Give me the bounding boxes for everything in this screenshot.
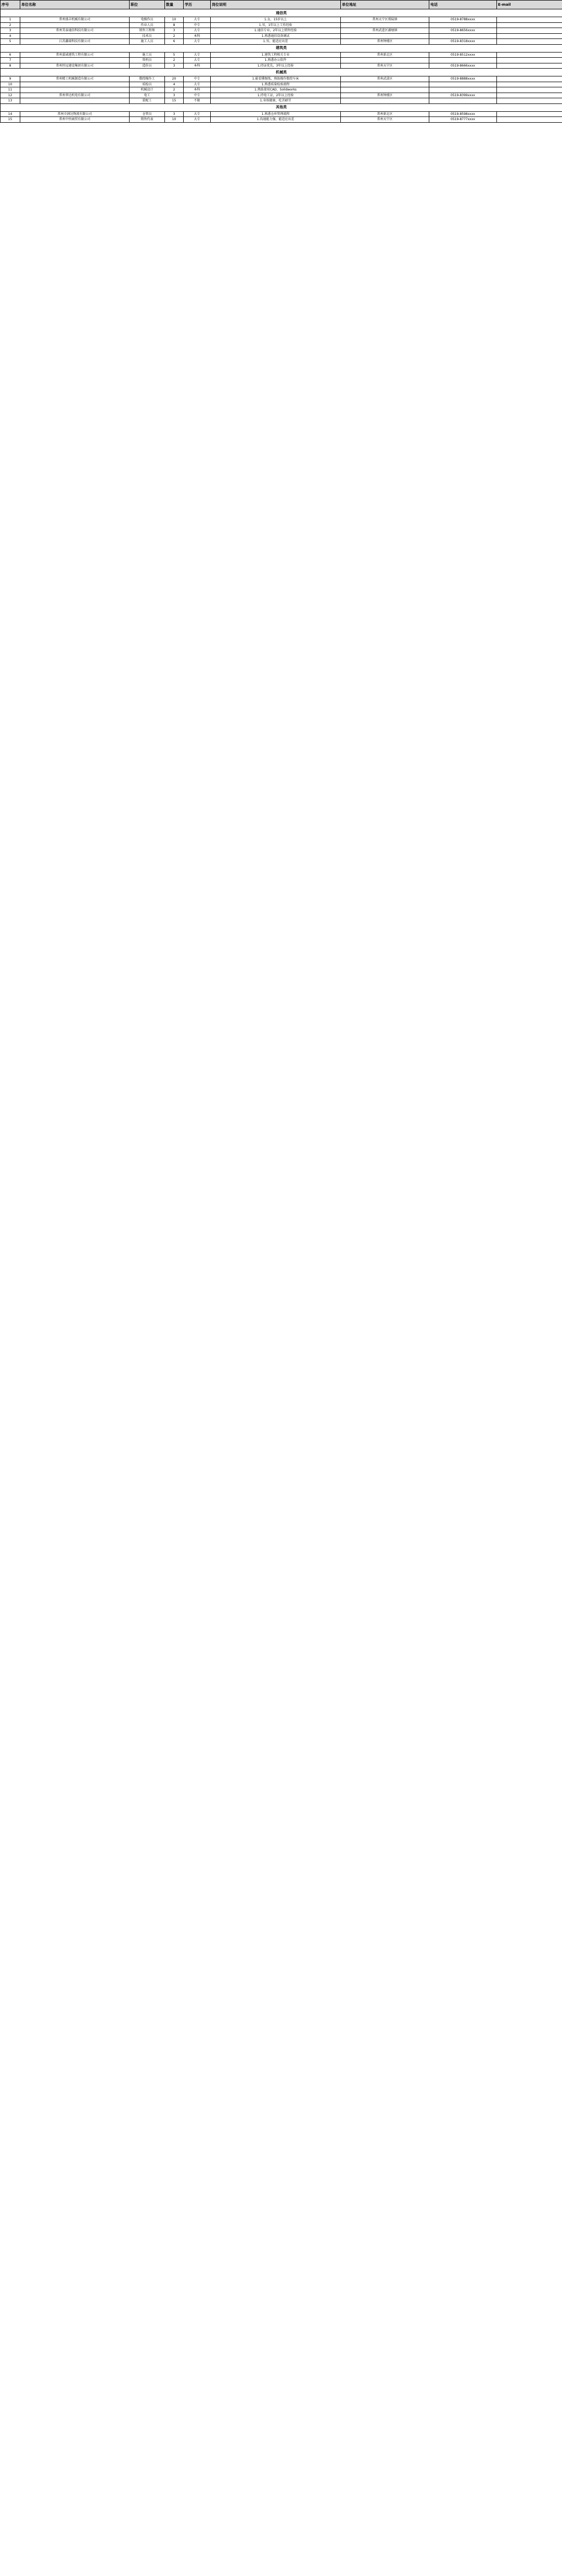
cell-description: 1.能看懂图纸，熟练操作数控车床 bbox=[211, 76, 341, 82]
cell-education: 大专 bbox=[184, 52, 211, 58]
table-row bbox=[1, 117, 562, 123]
cell-position: 作业人员 bbox=[130, 22, 165, 28]
cell-address: 常州天宁区 bbox=[341, 63, 429, 69]
cell-education: 大专 bbox=[184, 111, 211, 117]
cell-count: 15 bbox=[165, 98, 184, 104]
cell-email bbox=[497, 39, 562, 45]
cell-address bbox=[341, 33, 429, 39]
cell-company: 常州精工机械制造有限公司 bbox=[20, 76, 130, 82]
cell-phone bbox=[429, 22, 497, 28]
cell-company bbox=[20, 82, 130, 87]
cell-description: 1.熟悉通信设备调试 bbox=[211, 33, 341, 39]
cell-education: 大专 bbox=[184, 28, 211, 34]
cell-no: 12 bbox=[1, 93, 20, 98]
cell-no: 10 bbox=[1, 82, 20, 87]
cell-count: 3 bbox=[165, 63, 184, 69]
cell-email bbox=[497, 87, 562, 93]
cell-position: 销售工程师 bbox=[130, 28, 165, 34]
cell-description: 1.沟通能力强，能适应出差 bbox=[211, 117, 341, 123]
cell-position: 装配工 bbox=[130, 98, 165, 104]
cell-description: 1.熟悉仓库管理流程 bbox=[211, 111, 341, 117]
header-email: E-mail bbox=[497, 1, 562, 9]
cell-address: 常州武进区湖塘镇 bbox=[341, 28, 429, 34]
cell-email bbox=[497, 63, 562, 69]
cell-email bbox=[497, 93, 562, 98]
header-row bbox=[1, 1, 562, 9]
cell-no: 4 bbox=[1, 33, 20, 39]
cell-description: 1.熟悉质量检验流程 bbox=[211, 82, 341, 87]
cell-phone: 0519-8598xxxx bbox=[429, 111, 497, 117]
cell-no: 8 bbox=[1, 63, 20, 69]
cell-email bbox=[497, 58, 562, 63]
cell-email bbox=[497, 17, 562, 23]
header-address: 单位地址 bbox=[341, 1, 429, 9]
cell-description: 1.熟悉办公软件 bbox=[211, 58, 341, 63]
table-row bbox=[1, 93, 562, 98]
cell-company: 江苏鑫瑞科技有限公司 bbox=[20, 39, 130, 45]
cell-no: 15 bbox=[1, 117, 20, 123]
section-header-row bbox=[1, 44, 562, 52]
cell-education: 大专 bbox=[184, 17, 211, 23]
cell-company bbox=[20, 33, 130, 39]
cell-position: 数控操作工 bbox=[130, 76, 165, 82]
cell-education: 不限 bbox=[184, 98, 211, 104]
cell-count: 10 bbox=[165, 17, 184, 23]
cell-education: 大专 bbox=[184, 117, 211, 123]
table-row bbox=[1, 33, 562, 39]
cell-count: 6 bbox=[165, 39, 184, 45]
cell-position: 技术员 bbox=[130, 33, 165, 39]
cell-position: 施工员 bbox=[130, 52, 165, 58]
cell-education: 中专 bbox=[184, 22, 211, 28]
cell-address bbox=[341, 58, 429, 63]
cell-phone: 0519-8788xxxx bbox=[429, 17, 497, 23]
cell-no: 5 bbox=[1, 39, 20, 45]
cell-company: 常州嘉诚建筑工程有限公司 bbox=[20, 52, 130, 58]
cell-position: 造价员 bbox=[130, 63, 165, 69]
cell-description: 1.女，15岁以上 bbox=[211, 17, 341, 23]
header-count: 数量 bbox=[165, 1, 184, 9]
cell-address bbox=[341, 22, 429, 28]
cell-phone: 0519-8777xxxx bbox=[429, 117, 497, 123]
cell-phone bbox=[429, 82, 497, 87]
cell-email bbox=[497, 33, 562, 39]
header-no: 序号 bbox=[1, 1, 20, 9]
table-body bbox=[1, 9, 562, 123]
cell-company: 常州华达机电有限公司 bbox=[20, 93, 130, 98]
cell-description: 1.持证优先，3年以上经验 bbox=[211, 63, 341, 69]
cell-count: 3 bbox=[165, 28, 184, 34]
cell-education: 大专 bbox=[184, 82, 211, 87]
cell-position: 电操作员 bbox=[130, 17, 165, 23]
cell-position: 销售代表 bbox=[130, 117, 165, 123]
cell-company bbox=[20, 22, 130, 28]
cell-phone: 0519-8656xxxx bbox=[429, 28, 497, 34]
cell-no: 9 bbox=[1, 76, 20, 82]
cell-company bbox=[20, 98, 130, 104]
cell-count: 2 bbox=[165, 87, 184, 93]
header-education: 学历 bbox=[184, 1, 211, 9]
cell-no: 14 bbox=[1, 111, 20, 117]
section-title: 其他类 bbox=[1, 103, 562, 111]
cell-address: 常州武进区 bbox=[341, 76, 429, 82]
cell-company bbox=[20, 87, 130, 93]
cell-address: 常州钟楼区 bbox=[341, 39, 429, 45]
section-title: 建筑类 bbox=[1, 44, 562, 52]
cell-address: 常州新北区 bbox=[341, 111, 429, 117]
section-header-row bbox=[1, 103, 562, 111]
table-row bbox=[1, 76, 562, 82]
cell-address bbox=[341, 82, 429, 87]
cell-no: 11 bbox=[1, 87, 20, 93]
cell-email bbox=[497, 117, 562, 123]
cell-phone bbox=[429, 98, 497, 104]
table-row bbox=[1, 39, 562, 45]
cell-company: 常州市润达物流有限公司 bbox=[20, 111, 130, 117]
cell-email bbox=[497, 98, 562, 104]
table-row bbox=[1, 52, 562, 58]
header-phone: 电话 bbox=[429, 1, 497, 9]
cell-phone: 0519-8318xxxx bbox=[429, 39, 497, 45]
header-position: 职位 bbox=[130, 1, 165, 9]
table-row bbox=[1, 58, 562, 63]
cell-count: 20 bbox=[165, 76, 184, 82]
cell-email bbox=[497, 22, 562, 28]
table-row bbox=[1, 111, 562, 117]
cell-company: 常州美泰通信科技有限公司 bbox=[20, 28, 130, 34]
cell-phone: 0519-8666xxxx bbox=[429, 63, 497, 69]
cell-education: 本科 bbox=[184, 33, 211, 39]
cell-email bbox=[497, 82, 562, 87]
cell-education: 大专 bbox=[184, 58, 211, 63]
cell-education: 中专 bbox=[184, 93, 211, 98]
cell-phone: 0519-8512xxxx bbox=[429, 52, 497, 58]
cell-phone bbox=[429, 33, 497, 39]
table-row bbox=[1, 82, 562, 87]
cell-position: 仓管员 bbox=[130, 111, 165, 117]
section-header-row bbox=[1, 9, 562, 17]
cell-count: 5 bbox=[165, 52, 184, 58]
header-description: 岗位说明 bbox=[211, 1, 341, 9]
cell-description: 1.身体健康，吃苦耐劳 bbox=[211, 98, 341, 104]
cell-email bbox=[497, 111, 562, 117]
cell-email bbox=[497, 52, 562, 58]
cell-company: 常州恒远建设集团有限公司 bbox=[20, 63, 130, 69]
cell-description: 1.男，1年以上工作经验 bbox=[211, 22, 341, 28]
cell-address: 常州天宁区 bbox=[341, 117, 429, 123]
cell-no: 13 bbox=[1, 98, 20, 104]
cell-phone: 0519-8399xxxx bbox=[429, 93, 497, 98]
cell-count: 2 bbox=[165, 33, 184, 39]
section-title: 机械类 bbox=[1, 69, 562, 76]
cell-phone bbox=[429, 87, 497, 93]
cell-education: 本科 bbox=[184, 63, 211, 69]
cell-company bbox=[20, 58, 130, 63]
cell-count: 8 bbox=[165, 22, 184, 28]
cell-no: 2 bbox=[1, 22, 20, 28]
cell-address: 常州天宁区郑陆镇 bbox=[341, 17, 429, 23]
cell-position: 电工 bbox=[130, 93, 165, 98]
cell-description: 1.通信专业，2年以上销售经验 bbox=[211, 28, 341, 34]
table-row bbox=[1, 17, 562, 23]
cell-position: 施工人员 bbox=[130, 39, 165, 45]
recruitment-table bbox=[0, 0, 562, 123]
cell-company: 常州盛丰机械有限公司 bbox=[20, 17, 130, 23]
cell-count: 2 bbox=[165, 58, 184, 63]
cell-position: 机械设计 bbox=[130, 87, 165, 93]
table-row bbox=[1, 87, 562, 93]
cell-company: 常州中恒商贸有限公司 bbox=[20, 117, 130, 123]
table-row bbox=[1, 28, 562, 34]
cell-count: 3 bbox=[165, 93, 184, 98]
cell-address: 常州新北区 bbox=[341, 52, 429, 58]
table-row bbox=[1, 22, 562, 28]
cell-education: 大专 bbox=[184, 39, 211, 45]
cell-education: 中专 bbox=[184, 76, 211, 82]
cell-email bbox=[497, 76, 562, 82]
header-company: 单位名称 bbox=[20, 1, 130, 9]
cell-no: 6 bbox=[1, 52, 20, 58]
cell-email bbox=[497, 28, 562, 34]
cell-no: 3 bbox=[1, 28, 20, 34]
cell-no: 1 bbox=[1, 17, 20, 23]
cell-address: 常州钟楼区 bbox=[341, 93, 429, 98]
section-title: 通信类 bbox=[1, 9, 562, 17]
cell-position: 质检员 bbox=[130, 82, 165, 87]
cell-count: 3 bbox=[165, 111, 184, 117]
cell-description: 1.持电工证，2年以上经验 bbox=[211, 93, 341, 98]
cell-phone bbox=[429, 58, 497, 63]
cell-count: 4 bbox=[165, 82, 184, 87]
cell-address bbox=[341, 87, 429, 93]
section-header-row bbox=[1, 69, 562, 76]
cell-count: 10 bbox=[165, 117, 184, 123]
cell-phone: 0519-8888xxxx bbox=[429, 76, 497, 82]
cell-no: 7 bbox=[1, 58, 20, 63]
cell-description: 1.建筑工程相关专业 bbox=[211, 52, 341, 58]
cell-address bbox=[341, 98, 429, 104]
cell-education: 本科 bbox=[184, 87, 211, 93]
cell-description: 1.男，能适应出差 bbox=[211, 39, 341, 45]
table-row bbox=[1, 63, 562, 69]
cell-description: 1.熟练使用CAD、Solidworks bbox=[211, 87, 341, 93]
cell-position: 资料员 bbox=[130, 58, 165, 63]
table-row bbox=[1, 98, 562, 104]
